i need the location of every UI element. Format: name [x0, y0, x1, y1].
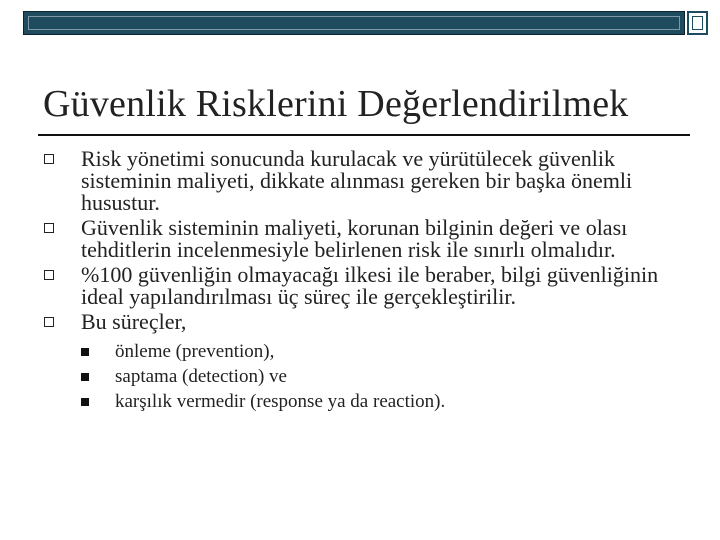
bullet-text: Risk yönetimi sonucunda kurulacak ve yürütülecek güvenlik sisteminin maliyeti, dikkate alınması gereken bir başka önemli husustur.	[81, 146, 633, 215]
bullet-item	[44, 148, 684, 214]
bullet-item	[44, 264, 684, 308]
sub-bullet-text: karşılık vermedir (response ya da reaction).	[115, 391, 446, 412]
bullet-item	[44, 217, 684, 261]
hollow-square-bullet-icon	[44, 317, 54, 327]
sub-bullet-list	[81, 339, 684, 414]
slide-title: Güvenlik Risklerini Değerlendirilmek	[43, 83, 629, 125]
sub-bullet-item	[81, 364, 684, 389]
hollow-square-bullet-icon	[44, 223, 54, 233]
top-decoration	[23, 11, 708, 37]
bullet-list	[44, 148, 684, 417]
sub-bullet-item	[81, 389, 684, 414]
hollow-square-bullet-icon	[44, 154, 54, 164]
corner-square-decoration	[687, 11, 708, 35]
sub-bullet-item	[81, 339, 684, 364]
bullet-text: %100 güvenliğin olmayacağı ilkesi ile beraber, bilgi güvenliğinin ideal yapılandırılması üç süreç ile gerçekleştirilir.	[81, 262, 659, 309]
sub-bullet-text: önleme (prevention),	[115, 341, 275, 362]
bullet-text: Güvenlik sisteminin maliyeti, korunan bilginin değeri ve olası tehditlerin incelenmesiyle belirlenen risk ile sınırlı olmalıdır.	[81, 215, 628, 262]
sub-bullet-text: saptama (detection) ve	[115, 366, 287, 387]
top-accent-bar	[23, 11, 685, 35]
title-divider	[38, 134, 690, 136]
bullet-item	[44, 311, 684, 414]
filled-square-bullet-icon	[81, 373, 89, 381]
filled-square-bullet-icon	[81, 398, 89, 406]
top-accent-bar-inner-line	[28, 16, 680, 30]
hollow-square-bullet-icon	[44, 270, 54, 280]
bullet-text: Bu süreçler,	[81, 309, 187, 334]
filled-square-bullet-icon	[81, 348, 89, 356]
